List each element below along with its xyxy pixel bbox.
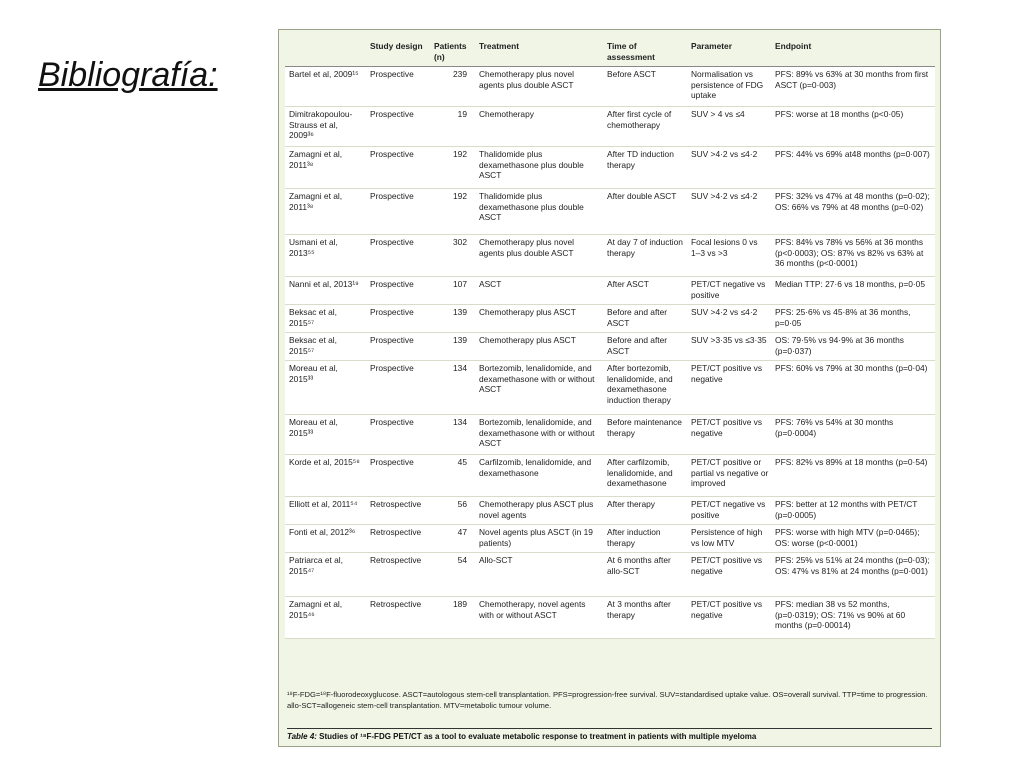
table-cell: Retrospective xyxy=(366,525,430,553)
table-cell: Prospective xyxy=(366,333,430,361)
table-cell: Retrospective xyxy=(366,597,430,639)
table-cell: Thalidomide plus dexamethasone plus double ASCT xyxy=(475,189,603,235)
table-cell: Allo-SCT xyxy=(475,553,603,597)
table-cell: Chemotherapy plus ASCT xyxy=(475,333,603,361)
table-header-row xyxy=(285,38,935,67)
table-row xyxy=(285,67,935,107)
table-cell: Dimitrakopoulou-Strauss et al, 2009³⁶ xyxy=(285,107,366,147)
table-cell: PFS: 32% vs 47% at 48 months (p=0·02); OS: 66% vs 79% at 48 months (p=0·02) xyxy=(771,189,935,235)
table-cell: ASCT xyxy=(475,277,603,305)
table-row xyxy=(285,597,935,639)
column-header: Parameter xyxy=(687,38,771,67)
table-cell: After carfilzomib, lenalidomide, and dexamethasone xyxy=(603,455,687,497)
table-cell: Moreau et al, 2015³³ xyxy=(285,415,366,455)
table-cell: 139 xyxy=(430,305,475,333)
table-cell: Prospective xyxy=(366,277,430,305)
table-cell: Zamagni et al, 2011³⁸ xyxy=(285,189,366,235)
table-cell: PFS: better at 12 months with PET/CT (p=0·0005) xyxy=(771,497,935,525)
table-cell: PFS: 82% vs 89% at 18 months (p=0·54) xyxy=(771,455,935,497)
table-cell: Normalisation vs persistence of FDG uptake xyxy=(687,67,771,107)
table-figure xyxy=(278,29,941,747)
table-cell: 192 xyxy=(430,189,475,235)
table-cell: Prospective xyxy=(366,415,430,455)
table-cell: Elliott et al, 2011⁵⁴ xyxy=(285,497,366,525)
table-cell: Beksac et al, 2015⁵⁷ xyxy=(285,333,366,361)
table-cell: PFS: 44% vs 69% at48 months (p=0·007) xyxy=(771,147,935,189)
table-cell: After first cycle of chemotherapy xyxy=(603,107,687,147)
caption-text: Studies of ¹⁸F-FDG PET/CT as a tool to evaluate metabolic response to treatment in patients with multiple myeloma xyxy=(319,732,757,741)
table-row xyxy=(285,189,935,235)
table-cell: 302 xyxy=(430,235,475,277)
table-cell: PET/CT positive or partial vs negative or improved xyxy=(687,455,771,497)
table-row xyxy=(285,235,935,277)
table-row xyxy=(285,553,935,597)
table-cell: 189 xyxy=(430,597,475,639)
table-cell: Chemotherapy xyxy=(475,107,603,147)
table-cell: Patriarca et al, 2015⁴⁷ xyxy=(285,553,366,597)
table-cell: Prospective xyxy=(366,455,430,497)
table-cell: Chemotherapy plus novel agents plus double ASCT xyxy=(475,67,603,107)
table-cell: PFS: worse at 18 months (p<0·05) xyxy=(771,107,935,147)
table-row xyxy=(285,361,935,415)
table-caption xyxy=(287,728,932,741)
table-row xyxy=(285,107,935,147)
table-cell: Before and after ASCT xyxy=(603,305,687,333)
table-cell: Thalidomide plus dexamethasone plus double ASCT xyxy=(475,147,603,189)
table-cell: PFS: 84% vs 78% vs 56% at 36 months (p<0·0003); OS: 87% vs 82% vs 63% at 36 months (p<0·0001) xyxy=(771,235,935,277)
table-cell: Prospective xyxy=(366,305,430,333)
column-header: Endpoint xyxy=(771,38,935,67)
table-cell: Bartel et al, 2009¹⁵ xyxy=(285,67,366,107)
table-cell: 134 xyxy=(430,361,475,415)
table-row xyxy=(285,147,935,189)
table-cell: PFS: worse with high MTV (p=0·0465); OS: worse (p<0·0001) xyxy=(771,525,935,553)
table-cell: Moreau et al, 2015³³ xyxy=(285,361,366,415)
column-header xyxy=(285,38,366,67)
table-cell: At day 7 of induction therapy xyxy=(603,235,687,277)
table-cell: PET/CT positive vs negative xyxy=(687,597,771,639)
table-cell: At 6 months after allo-SCT xyxy=(603,553,687,597)
table-cell: Before maintenance therapy xyxy=(603,415,687,455)
table-cell: OS: 79·5% vs 94·9% at 36 months (p=0·037) xyxy=(771,333,935,361)
table-cell: Focal lesions 0 vs 1–3 vs >3 xyxy=(687,235,771,277)
table-cell: After therapy xyxy=(603,497,687,525)
table-cell: Prospective xyxy=(366,361,430,415)
table-cell: PFS: 76% vs 54% at 30 months (p=0·0004) xyxy=(771,415,935,455)
table-cell: Chemotherapy plus ASCT xyxy=(475,305,603,333)
table-cell: After bortezomib, lenalidomide, and dexamethasone induction therapy xyxy=(603,361,687,415)
table-cell: Persistence of high vs low MTV xyxy=(687,525,771,553)
table-cell: 45 xyxy=(430,455,475,497)
table-cell: 19 xyxy=(430,107,475,147)
table-cell: PET/CT positive vs negative xyxy=(687,553,771,597)
table-cell: Chemotherapy plus ASCT plus novel agents xyxy=(475,497,603,525)
table-cell: Before and after ASCT xyxy=(603,333,687,361)
table-cell: Prospective xyxy=(366,107,430,147)
table-cell: 107 xyxy=(430,277,475,305)
table-row xyxy=(285,455,935,497)
table-cell: Zamagni et al, 2015⁴⁶ xyxy=(285,597,366,639)
table-row xyxy=(285,305,935,333)
table-cell: PFS: 89% vs 63% at 30 months from first ASCT (p=0·003) xyxy=(771,67,935,107)
table-cell: PFS: 25·6% vs 45·8% at 36 months, p=0·05 xyxy=(771,305,935,333)
table-cell: Carfilzomib, lenalidomide, and dexamethasone xyxy=(475,455,603,497)
table-cell: Nanni et al, 2013¹⁹ xyxy=(285,277,366,305)
table-cell: PFS: 60% vs 79% at 30 months (p=0·04) xyxy=(771,361,935,415)
table-cell: Beksac et al, 2015⁵⁷ xyxy=(285,305,366,333)
table-cell: Prospective xyxy=(366,235,430,277)
table-cell: SUV > 4 vs ≤4 xyxy=(687,107,771,147)
table-cell: PET/CT negative vs positive xyxy=(687,497,771,525)
table-cell: Chemotherapy plus novel agents plus double ASCT xyxy=(475,235,603,277)
table-cell: After induction therapy xyxy=(603,525,687,553)
column-header: Patients (n) xyxy=(430,38,475,67)
studies-table xyxy=(285,38,935,639)
table-cell: SUV >4·2 vs ≤4·2 xyxy=(687,147,771,189)
table-cell: PFS: 25% vs 51% at 24 months (p=0·03); OS: 47% vs 81% at 24 months (p=0·001) xyxy=(771,553,935,597)
table-cell: PFS: median 38 vs 52 months, (p=0·0319); OS: 71% vs 90% at 60 months (p=0·00014) xyxy=(771,597,935,639)
table-row xyxy=(285,277,935,305)
table-cell: Median TTP: 27·6 vs 18 months, p=0·05 xyxy=(771,277,935,305)
table-cell: Retrospective xyxy=(366,553,430,597)
table-cell: 139 xyxy=(430,333,475,361)
column-header: Study design xyxy=(366,38,430,67)
table-cell: At 3 months after therapy xyxy=(603,597,687,639)
table-cell: 239 xyxy=(430,67,475,107)
table-cell: Prospective xyxy=(366,147,430,189)
table-cell: Before ASCT xyxy=(603,67,687,107)
table-cell: After TD induction therapy xyxy=(603,147,687,189)
table-cell: Bortezomib, lenalidomide, and dexamethasone with or without ASCT xyxy=(475,361,603,415)
table-cell: Korde et al, 2015⁵⁸ xyxy=(285,455,366,497)
table-cell: Zamagni et al, 2011³⁸ xyxy=(285,147,366,189)
table-cell: SUV >4·2 vs ≤4·2 xyxy=(687,305,771,333)
table-cell: After ASCT xyxy=(603,277,687,305)
table-cell: Usmani et al, 2013⁵⁵ xyxy=(285,235,366,277)
table-cell: Chemotherapy, novel agents with or without ASCT xyxy=(475,597,603,639)
table-cell: Prospective xyxy=(366,67,430,107)
table-cell: SUV >3·35 vs ≤3·35 xyxy=(687,333,771,361)
caption-label: Table 4: xyxy=(287,732,317,741)
table-cell: Novel agents plus ASCT (in 19 patients) xyxy=(475,525,603,553)
slide-title: Bibliografía: xyxy=(38,56,218,94)
column-header: Treatment xyxy=(475,38,603,67)
table-cell: After double ASCT xyxy=(603,189,687,235)
table-cell: Retrospective xyxy=(366,497,430,525)
table-footnote: ¹⁸F-FDG=¹⁸F-fluorodeoxyglucose. ASCT=autologous stem-cell transplantation. PFS=progression-free survival. SUV=standardised uptake value. OS=overall survival. TTP=time to progression. allo-SCT=allogeneic stem-cell transplantation. MTV=metabolic tumour volume. xyxy=(287,690,928,710)
table-cell: PET/CT positive vs negative xyxy=(687,415,771,455)
table-cell: Fonti et al, 2012³⁶ xyxy=(285,525,366,553)
table-row xyxy=(285,497,935,525)
table-row xyxy=(285,415,935,455)
table-cell: 192 xyxy=(430,147,475,189)
table-cell: PET/CT positive vs negative xyxy=(687,361,771,415)
table-cell: Prospective xyxy=(366,189,430,235)
table-cell: Bortezomib, lenalidomide, and dexamethasone with or without ASCT xyxy=(475,415,603,455)
table-cell: PET/CT negative vs positive xyxy=(687,277,771,305)
table-row xyxy=(285,333,935,361)
table-row xyxy=(285,525,935,553)
table-cell: 134 xyxy=(430,415,475,455)
table-cell: 54 xyxy=(430,553,475,597)
table-cell: 56 xyxy=(430,497,475,525)
table-cell: SUV >4·2 vs ≤4·2 xyxy=(687,189,771,235)
table-cell: 47 xyxy=(430,525,475,553)
column-header: Time of assessment xyxy=(603,38,687,67)
